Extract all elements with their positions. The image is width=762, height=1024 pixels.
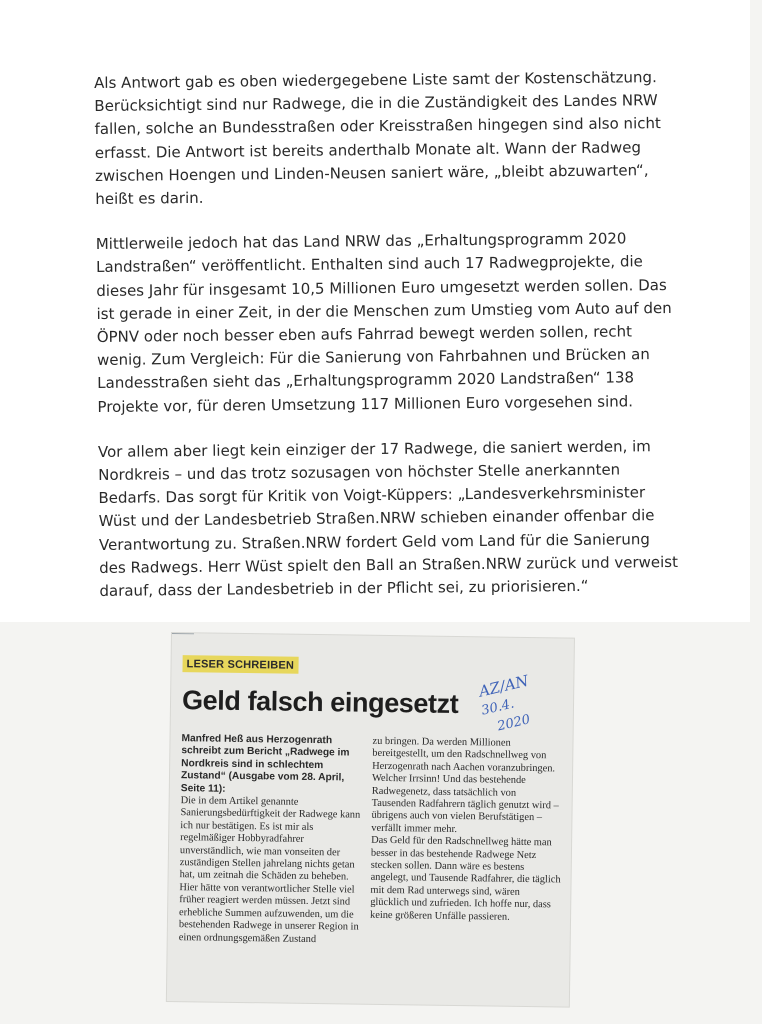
clipping-column-right xyxy=(370,736,563,925)
article-paragraph-3: Vor allem aber liegt kein einziger der 17 Radwege, die saniert werden, im Nordkreis – und das trotz sozusagen von höchster Stelle anerkannten Bedarfs. Das sorgt für Kritik von Voigt-Küppers: „Landesverkehrsminister Wüst und der Landesbetrieb Straßen.NRW schieben einander offenbar die Verantwortung zu. Straßen.NRW fordert Geld vom Land für die Sanierung des Radwegs. Herr Wüst spielt den Ball an Straßen.NRW zurück und verweist darauf, dass der Landesbetrieb in der Pflicht sei, zu priorisieren.“ xyxy=(97,437,679,601)
letter-lead: Manfred Heß aus Herzogenrath schreibt zum Bericht „Radwege im Nordkreis sind in schlechtem Zustand“ (Ausgabe vom 28. April, Seite 11): xyxy=(180,733,350,795)
clipping-corner-mark xyxy=(172,633,194,638)
handwritten-date-note xyxy=(469,664,570,743)
article-paragraph-1: Als Antwort gab es oben wiedergegebene Liste samt der Kostenschätzung. Berücksichtigt sind nur Radwege, die in die Zuständigkeit des Landes NRW fallen, solche an Bundesstraßen oder Kreisstraßen hingegen sind also nicht erfasst. Die Antwort ist bereits anderthalb Monate alt. Wann der Radweg zwischen Hoengen und Linden-Neusen saniert wäre, „bleibt abzuwarten“, heißt es darin. xyxy=(94,68,661,209)
newspaper-clipping xyxy=(167,633,574,1007)
letter-body-right-1: zu bringen. Da werden Millionen bereitgestellt, um den Radschnellweg von Herzogenrath nach Aachen voranzubringen. Welcher Irrsinn! Und das bestehende Radwegenetz, dass tatsächlich von Tausenden Radfahrern täglich genutzt wird – übrigens auch von vielen Berufstätigen – verfällt immer mehr. xyxy=(371,735,559,835)
clipping-headline: Geld falsch eingesetzt xyxy=(181,685,459,720)
article-text xyxy=(94,66,680,625)
note-line-2: 30.4. xyxy=(480,696,516,719)
article-paragraph-2: Mittlerweile jedoch hat das Land NRW das „Erhaltungsprogramm 2020 Landstraßen“ veröffentlicht. Enthalten sind auch 17 Radwegprojekte, die dieses Jahr für insgesamt 10,5 Millionen Euro umgesetzt werden sollen. Das ist gerade in einer Zeit, in der die Menschen zum Umstieg vom Auto auf den ÖPNV oder noch besser eben aufs Fahrrad bewegt werden sollen, recht wenig. Zum Vergleich: Für die Sanierung von Fahrbahnen und Brücken an Landesstraßen sieht das „Erhaltungsprogramm 2020 Landstraßen“ 138 Projekte vor, für deren Umsetzung 117 Millionen Euro vorgesehen sind. xyxy=(95,229,672,416)
note-line-1: AZ/AN xyxy=(477,671,531,701)
letter-body-left: Die in dem Artikel genannte Sanierungsbedürftigkeit der Radwege kann ich nur bestätigen. Es ist mir als regelmäßiger Hobbyradfahrer unverständlich, wie man vonseiten der zuständigen Stellen jahrelang nichts getan hat, um zeitnah die Schäden zu beheben. Hier hätte von verantwortlicher Stelle viel früher reagiert werden müssen. Jetzt sind erhebliche Summen aufzuwenden, um die bestehenden Radwege in unserer Region in einen ordnungsgemäßen Zustand xyxy=(178,795,361,945)
note-line-3: 2020 xyxy=(496,712,532,735)
letter-body-right-2: Das Geld für den Radschnellweg hätte man besser in das bestehende Radwege Netz stecken sollen. Dann wäre es bestens angelegt, und Tausende Radfahrer, die täglich mit dem Rad unterwegs sind, wären glücklich und zufrieden. Ich hoffe nur, dass keine größeren Unfälle passieren. xyxy=(370,835,561,923)
clipping-column-left xyxy=(179,733,364,946)
category-label: LESER SCHREIBEN xyxy=(182,655,298,674)
